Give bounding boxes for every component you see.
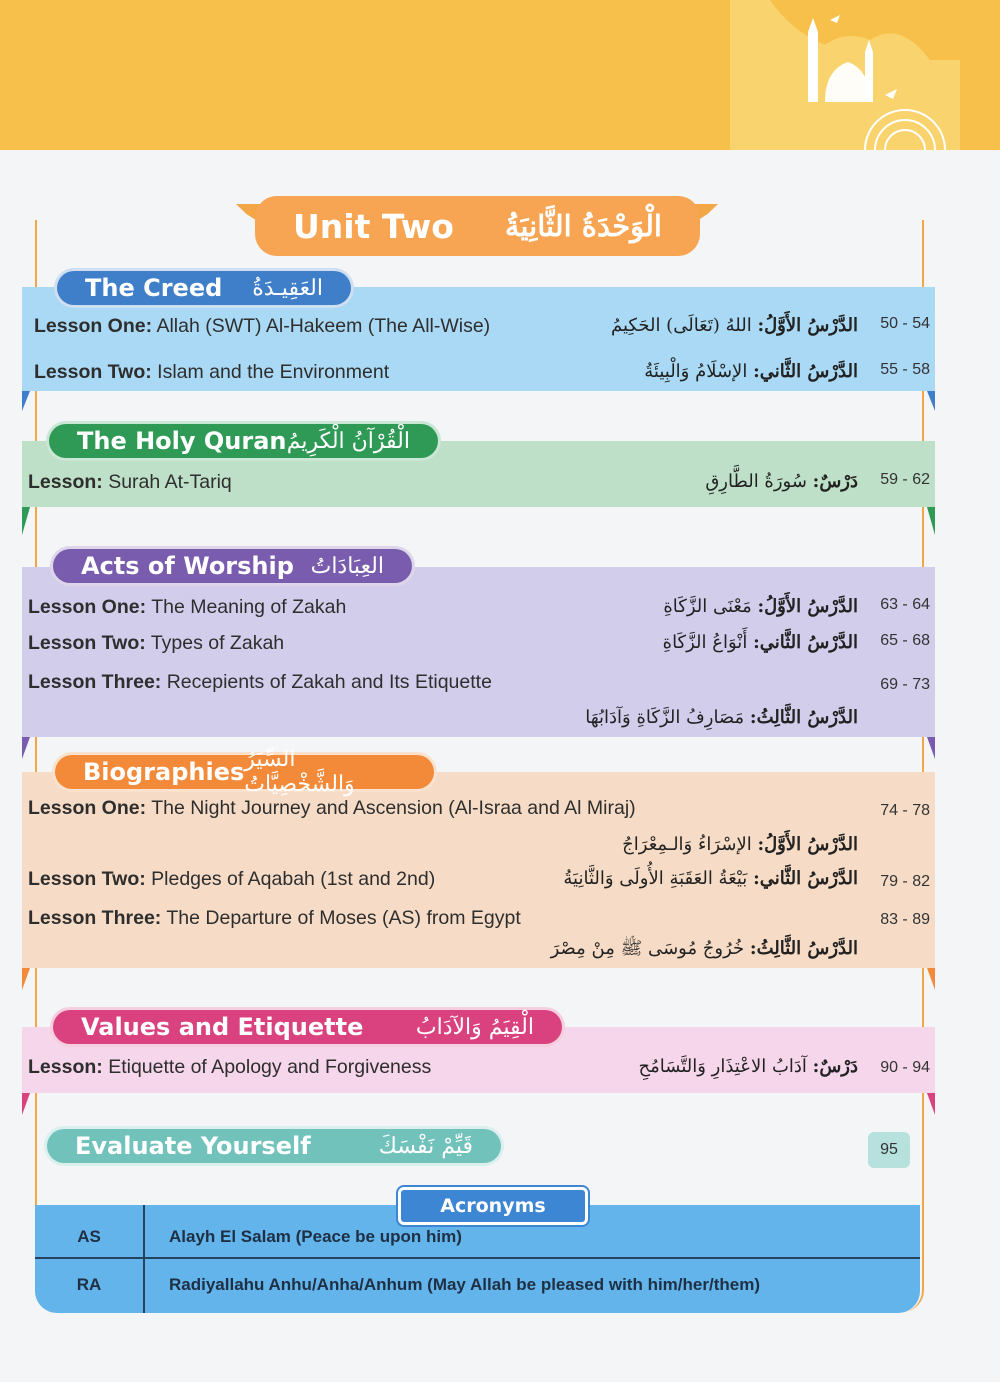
lesson-row[interactable] (34, 315, 930, 338)
lesson-label-ar: الدَّرْسُ الثَّالِثُ: (749, 707, 858, 728)
page-range: 55 - 58 (880, 361, 930, 378)
lesson-title-ar: اللهُ (تَعَالَى) الحَكِيمُ (611, 315, 752, 336)
lesson-title-ar: الإسْلَامُ وَالْبِيئَةُ (644, 361, 748, 382)
lesson-label: Lesson Two: (34, 361, 152, 383)
lesson-title: Pledges of Aqabah (1st and 2nd) (151, 868, 436, 890)
ribbon-fold (927, 1093, 935, 1115)
lesson-title-ar: الإسْرَاءُ وَالـمِعْرَاجُ (622, 834, 752, 855)
lesson-label-ar: الدَّرْسُ الثَّاني: (753, 632, 858, 653)
lesson-label-ar: الدَّرْسُ الثَّاني: (753, 361, 858, 382)
section-name-en: The Creed (85, 274, 223, 302)
acronyms-title: Acronyms (398, 1187, 588, 1225)
acronym-value: Radiyallahu Anhu/Anha/Anhum (May Allah be pleased with him/her/them) (169, 1275, 760, 1294)
lesson-label-ar: دَرْسٌ: (812, 471, 858, 492)
lesson-row[interactable] (28, 1056, 930, 1079)
lesson-row[interactable] (28, 907, 930, 965)
ribbon-fold (22, 391, 30, 411)
lesson-row[interactable] (28, 868, 930, 891)
ribbon-fold (927, 968, 935, 990)
lesson-title: The Meaning of Zakah (151, 596, 347, 618)
page-range: 59 - 62 (880, 471, 930, 488)
lesson-label: Lesson Three: (28, 671, 162, 693)
ribbon-fold (22, 968, 30, 990)
lesson-label-ar: الدَّرْسُ الأَوَّلُ: (757, 834, 858, 855)
unit-title-en: Unit Two (293, 206, 454, 246)
lesson-title-ar: أَنْوَاعُ الزَّكَاةِ (662, 632, 748, 653)
lesson-title-ar: بَيْعَةُ العَقَبَةِ الأُولَى وَالثَّانِيَةُ (563, 868, 748, 889)
mosque-illustration (730, 0, 960, 150)
lesson-title: The Night Journey and Ascension (Al-Israa and Al Miraj) (151, 797, 636, 819)
ribbon-fold (927, 737, 935, 759)
section-tag-creed (54, 268, 354, 308)
lesson-label: Lesson One: (28, 596, 147, 618)
lesson-title-ar: مَصَارِفُ الزَّكَاةِ وَآدَابُهَا (585, 707, 745, 728)
acronym-row (35, 1261, 920, 1309)
lesson-title: The Departure of Moses (AS) from Egypt (166, 907, 521, 929)
lesson-row[interactable] (28, 471, 930, 494)
lesson-title: Recepients of Zakah and Its Etiquette (166, 671, 492, 693)
section-tag-quran (46, 421, 441, 461)
lesson-label: Lesson Three: (28, 907, 162, 929)
section-name-ar: السِّيَرُ وَالشَّخْصِيَّاتُ (244, 747, 355, 797)
acronym-key: RA (76, 1275, 102, 1294)
lesson-row[interactable] (28, 797, 930, 859)
lesson-title-ar: سُورَةُ الطَّارِقِ (705, 471, 807, 492)
page-range: 79 - 82 (880, 873, 930, 890)
section-tag-worship (50, 546, 415, 586)
unit-title-ar: الْوَحْدَةُ الثَّانِيَةُ (504, 209, 662, 243)
page-range: 65 - 68 (880, 632, 930, 649)
bird-icon (830, 15, 840, 23)
lesson-title-ar: خُرُوجُ مُوسَى ﷺ مِنْ مِصْرَ (550, 938, 745, 959)
lesson-row[interactable] (28, 671, 930, 731)
page-range: 74 - 78 (880, 802, 930, 819)
lesson-label-ar: الدَّرْسُ الثَّاني: (753, 868, 858, 889)
section-name-ar: الْقُرْآنُ الْكَرِيمُ (286, 428, 410, 454)
lesson-label: Lesson: (28, 1056, 103, 1078)
lesson-title: Allah (SWT) Al-Hakeem (The All-Wise) (156, 315, 491, 337)
page-range: 83 - 89 (880, 911, 930, 928)
page-range: 63 - 64 (880, 596, 930, 613)
acronym-key: AS (77, 1227, 101, 1246)
acronym-value: Alayh El Salam (Peace be upon him) (169, 1227, 462, 1246)
evaluate-page-number: 95 (868, 1132, 910, 1168)
section-tag-values (50, 1007, 565, 1047)
section-name-en: Values and Etiquette (81, 1013, 364, 1041)
lesson-label-ar: الدَّرْسُ الثَّالِثُ: (749, 938, 858, 959)
lesson-label: Lesson Two: (28, 868, 146, 890)
lesson-title-ar: مَعْنَى الزَّكَاةِ (663, 596, 752, 617)
lesson-row[interactable] (34, 361, 930, 384)
ribbon-fold (22, 507, 30, 535)
lesson-label-ar: الدَّرْسُ الأَوَّلُ: (757, 315, 858, 336)
ribbon-fold (22, 737, 30, 759)
unit-title (255, 196, 700, 256)
section-name-ar: الْقِيَمُ وَالآدَابُ (415, 1014, 534, 1040)
ribbon-fold (22, 1093, 30, 1115)
section-name-en: Evaluate Yourself (75, 1132, 311, 1160)
lesson-title: Islam and the Environment (157, 361, 390, 383)
lesson-row[interactable] (28, 632, 930, 655)
lesson-title: Types of Zakah (150, 632, 285, 654)
lesson-label: Lesson: (28, 471, 103, 493)
lesson-label: Lesson Two: (28, 632, 146, 654)
section-name-en: Acts of Worship (81, 552, 294, 580)
ribbon-fold (927, 391, 935, 411)
page-range: 50 - 54 (880, 315, 930, 332)
page-range: 69 - 73 (880, 676, 930, 693)
ribbon-fold (927, 507, 935, 535)
section-name-en: Biographies (83, 758, 245, 786)
lesson-label: Lesson One: (28, 797, 147, 819)
lesson-title-ar: آدَابُ الاعْتِذَارِ وَالتَّسَامُحِ (638, 1056, 807, 1077)
section-name-ar: قَيِّمْ نَفْسَكَ (378, 1133, 473, 1159)
lesson-label-ar: دَرْسٌ: (812, 1056, 858, 1077)
lesson-label-ar: الدَّرْسُ الأَوَّلُ: (757, 596, 858, 617)
section-name-ar: العِبَادَاتُ (310, 553, 384, 579)
section-tag-bio (52, 747, 437, 797)
section-tag-evaluate[interactable] (44, 1126, 504, 1166)
lesson-label: Lesson One: (34, 315, 153, 337)
page-range: 90 - 94 (880, 1059, 930, 1076)
section-name-ar: العَقِيـدَةُ (252, 275, 323, 301)
lesson-row[interactable] (28, 596, 930, 619)
lesson-title: Surah At-Tariq (108, 471, 232, 493)
section-name-en: The Holy Quran (77, 427, 287, 455)
lesson-title: Etiquette of Apology and Forgiveness (108, 1056, 432, 1078)
